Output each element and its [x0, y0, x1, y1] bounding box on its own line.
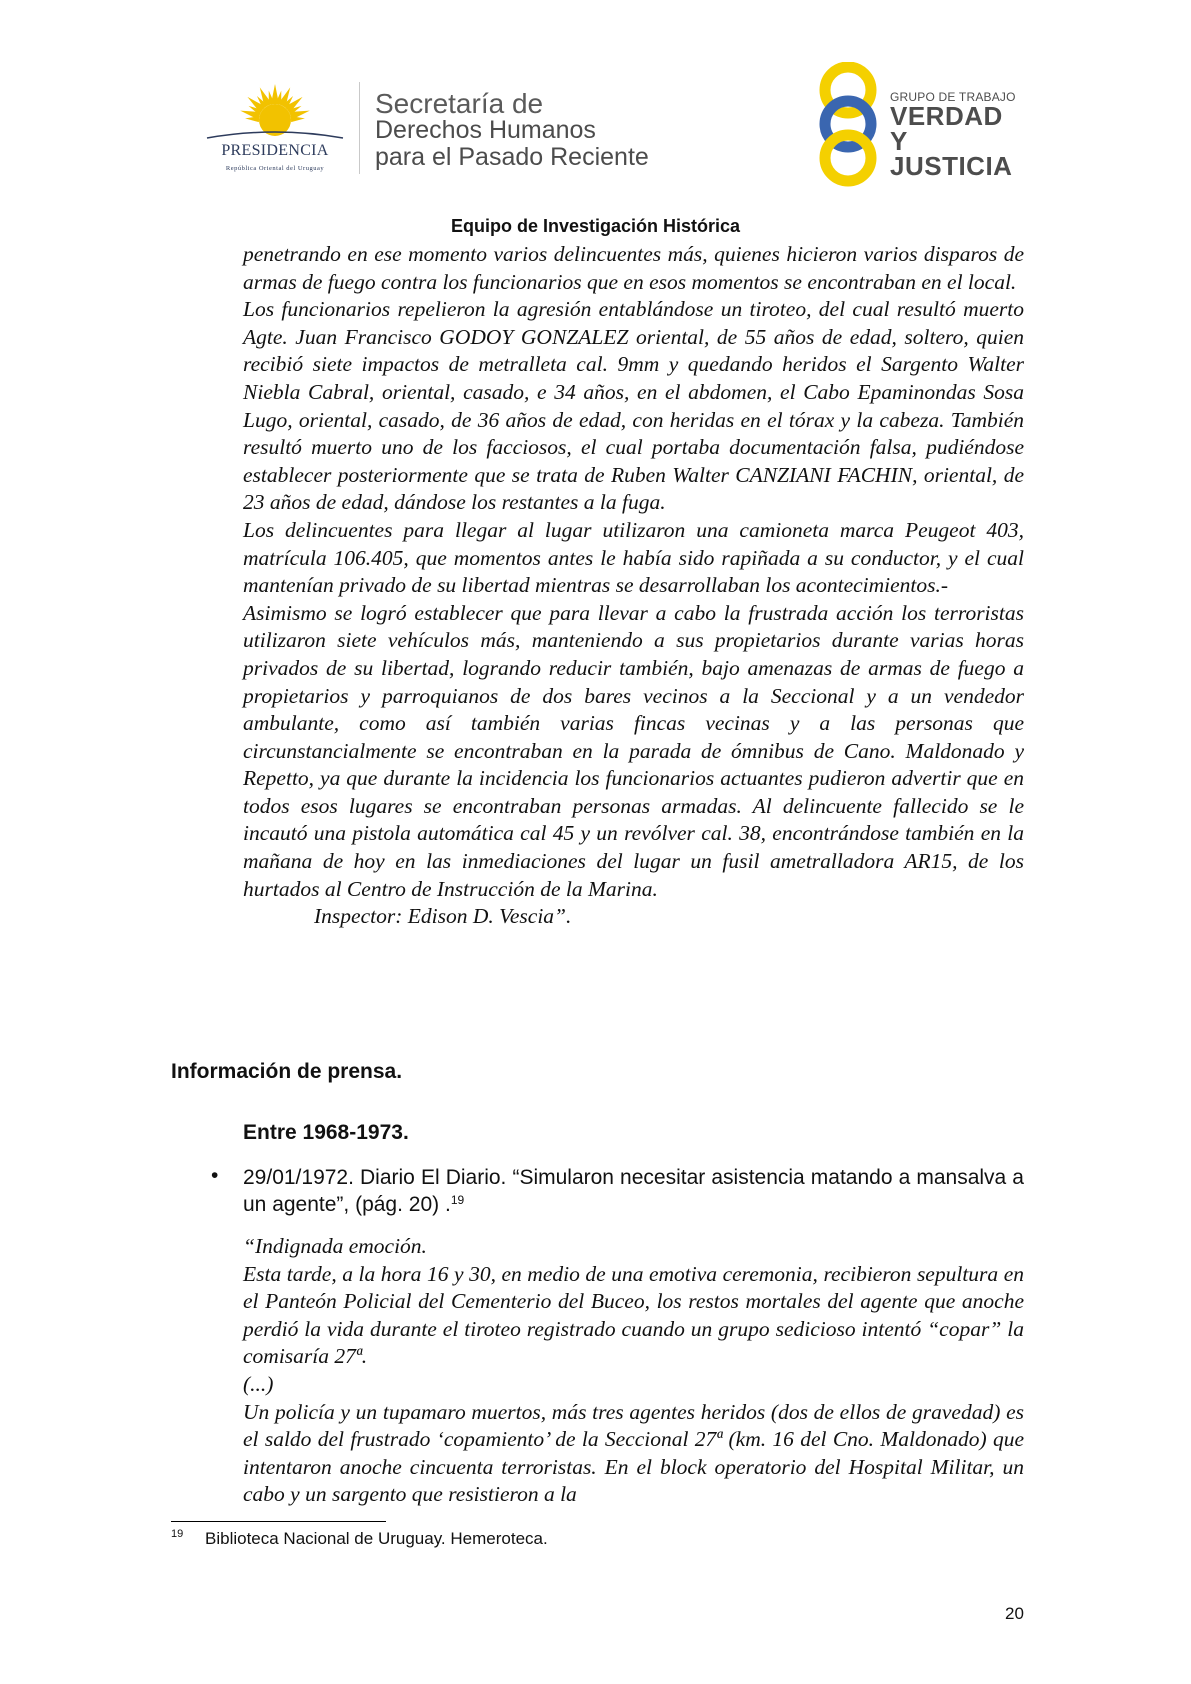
presidencia-subtitle: República Oriental del Uruguay — [225, 165, 325, 172]
footnote — [171, 1528, 548, 1549]
secretaria-line-1: Secretaría de — [375, 88, 544, 119]
footnote-reference[interactable]: 19 — [450, 1193, 465, 1207]
quote-paragraph: Esta tarde, a la hora 16 y 30, en medio de una emotiva ceremonia, recibieron sepultura en el Panteón Policial del Cementerio del Buceo, los restos mortales del agente que anoche perdió la vida durante el tiroteo registrado cuando un grupo sedicioso intentó “copar” la comisaría 27ª. — [243, 1261, 1024, 1369]
press-entry — [243, 1164, 1024, 1218]
quote-paragraph: Los funcionarios repelieron la agresión entablándose un tiroteo, del cual resultó muerto Agte. Juan Francisco GODOY GONZALEZ oriental, de 55 años de edad, soltero, quien recibió siete impactos de metralleta cal. 9mm y quedando heridos el Sargento Walter Niebla Cabral, oriental, casado, e 34 años, en el abdomen, el Cabo Epaminondas Sosa Lugo, oriental, casado, de 36 años de edad, con heridas en el tórax y la cabeza. También resultó muerto uno de los facciosos, el cual portaba documentación falsa, pudiéndose establecer posteriormente que se trata de Ruben Walter CANZIANI FACHIN, oriental, de 23 años de edad, dándose los restantes a la fuga. — [243, 297, 1024, 515]
bullet-marker: • — [211, 1164, 219, 1187]
quote-paragraph: Los delincuentes para llegar al lugar utilizaron una camioneta marca Peugeot 403, matrícula 106.405, que momentos antes le había sido rapiñada a su conductor, y el cual mantenían privado de su libertad mientras se desarrollaban los acontecimientos.- — [243, 517, 1024, 598]
linked-rings-icon — [814, 62, 884, 187]
quote-block-press — [243, 1233, 1024, 1509]
verdad-justicia-text — [890, 90, 1024, 179]
quote-paragraph: “Indignada emoción. — [243, 1234, 427, 1258]
team-title: Equipo de Investigación Histórica — [450, 216, 741, 236]
secretaria-line-3: para el Pasado Reciente — [375, 143, 649, 171]
secretaria-line-2: Derechos Humanos — [375, 116, 596, 144]
verdad-justicia-logo — [814, 62, 1024, 187]
page-number: 20 — [1005, 1604, 1024, 1623]
section-heading: Información de prensa. — [171, 1060, 403, 1083]
footnote-separator — [171, 1521, 386, 1522]
quote-signature: Inspector: Edison D. Vescia”. — [314, 904, 572, 929]
gvj-line-1: GRUPO DE TRABAJO — [890, 90, 1016, 104]
gvj-line-2: VERDAD Y — [890, 101, 1003, 156]
secretaria-title — [375, 90, 649, 171]
header-divider — [359, 82, 360, 174]
press-entry-text: 29/01/1972. Diario El Diario. “Simularon necesitar asistencia matando a mansalva a un agente”, (pág. 20) . — [243, 1166, 1024, 1216]
presidencia-logo — [195, 82, 355, 182]
quote-paragraph: Un policía y un tupamaro muertos, más tres agentes heridos (dos de ellos de gravedad) es el saldo del frustrado ‘copamiento’ de la Seccional 27ª (km. 16 del Cno. Maldonado) que intentaron anoche cincuenta terroristas. En el block operatorio del Hospital Militar, un cabo y un sargento que resistieron a la — [243, 1399, 1024, 1507]
gvj-line-3: JUSTICIA — [890, 151, 1013, 181]
footnote-number: 19 — [171, 1528, 184, 1540]
quote-paragraph: Asimismo se logró establecer que para llevar a cabo la frustrada acción los terroristas utilizaron siete vehículos más, manteniendo a sus propietarios durante varias horas privados de su libertad, logrando reducir también, bajo amenazas de armas de fuego a propietarios y parroquianos de dos bares vecinos a la Seccional y a un vendedor ambulante, como así también varias fincas vecinas y a las personas que circunstancialmente se encontraban en la parada de ómnibus de Cano. Maldonado y Repetto, ya que durante la incidencia los funcionarios actuantes pudieron advertir que en todos esos lugares se encontraban personas armadas. Al delincuente fallecido se le incautó una pistola automática cal 45 y un revólver cal. 38, encontrándose también en la mañana de hoy en las inmediaciones del lugar un fusil ametralladora AR15, de los hurtados al Centro de Instrucción de la Marina. — [243, 600, 1024, 901]
quote-paragraph: (...) — [243, 1371, 274, 1396]
footnote-text: Biblioteca Nacional de Uruguay. Hemeroteca. — [205, 1529, 548, 1548]
sun-icon — [195, 82, 355, 144]
quote-block-police-report — [243, 241, 1024, 931]
quote-paragraph: penetrando en ese momento varios delincuentes más, quienes hicieron varios disparos de armas de fuego contra los funcionarios que en esos momentos se encontraban en el local. — [243, 242, 1024, 294]
period-heading: Entre 1968-1973. — [243, 1121, 409, 1144]
presidencia-name: PRESIDENCIA — [221, 142, 329, 159]
